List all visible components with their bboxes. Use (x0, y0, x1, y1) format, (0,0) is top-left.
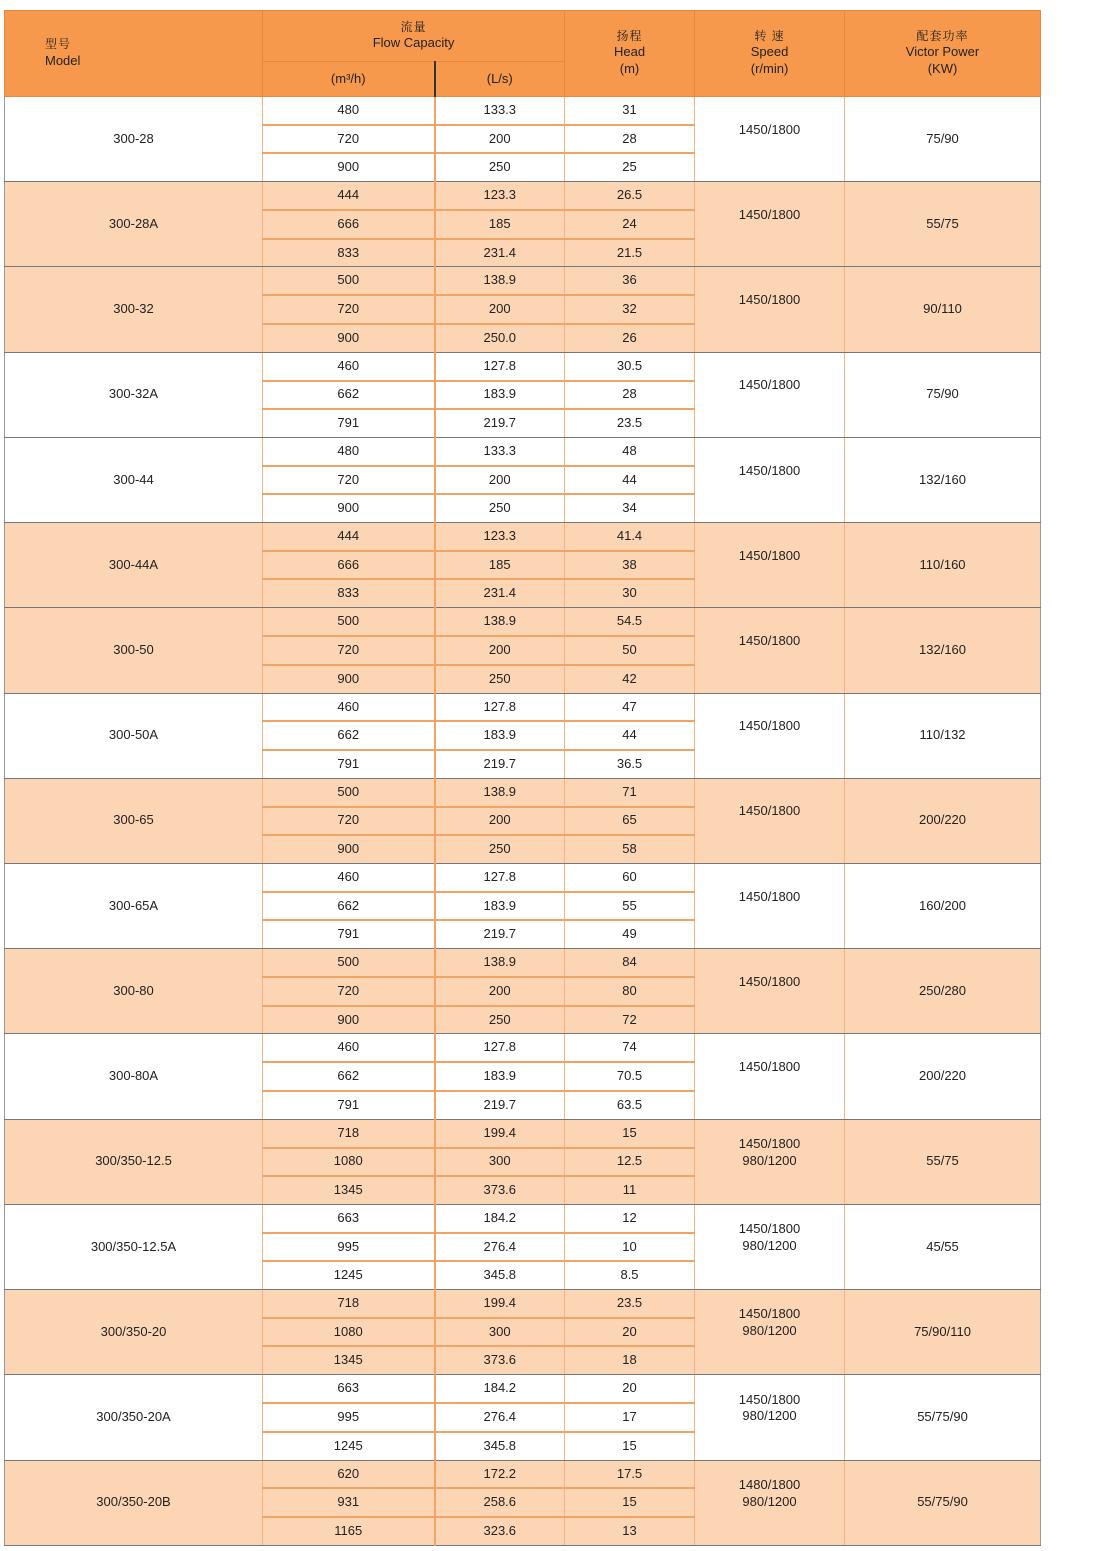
head-cell: 23.5 (565, 409, 695, 437)
flow-ls-cell: 200 (435, 636, 565, 664)
model-header (5, 11, 263, 97)
model-cell: 300-80 (5, 949, 263, 1034)
speed-value: 980/1200 (742, 1152, 797, 1168)
table-row (5, 778, 1041, 806)
flow-ls-cell: 123.3 (435, 523, 565, 551)
flow-ls-cell: 200 (435, 125, 565, 153)
flow-ls-cell: 219.7 (435, 409, 565, 437)
flow-m3h-cell: 1245 (263, 1261, 435, 1289)
flow-m3h-cell: 460 (263, 352, 435, 380)
power-cell: 250/280 (845, 949, 1041, 1034)
flow-ls-cell: 300 (435, 1318, 565, 1346)
table-row (5, 267, 1041, 295)
speed-value: 1450/1800 (738, 973, 801, 989)
speed-cell (695, 693, 845, 778)
flow-m3h-cell: 720 (263, 807, 435, 835)
model-cell: 300/350-20 (5, 1290, 263, 1375)
speed-value: 1450/1800 (738, 462, 801, 478)
power-cell: 45/55 (845, 1204, 1041, 1289)
flow-ls-cell: 250 (435, 835, 565, 863)
flow-m3h-cell: 662 (263, 721, 435, 749)
speed-cell (695, 1119, 845, 1204)
table-row (5, 608, 1041, 636)
flow-ls-cell: 138.9 (435, 267, 565, 295)
flow-m3h-cell: 900 (263, 153, 435, 181)
flow-m3h-cell: 791 (263, 409, 435, 437)
power-header-en: Victor Power (905, 44, 980, 60)
speed-cell (695, 97, 845, 182)
head-cell: 20 (565, 1375, 695, 1403)
speed-value: 1450/1800 (738, 206, 801, 222)
speed-cell (695, 778, 845, 863)
head-cell: 11 (565, 1176, 695, 1204)
power-cell: 110/132 (845, 693, 1041, 778)
power-cell: 55/75/90 (845, 1375, 1041, 1460)
flow-ls-cell: 127.8 (435, 693, 565, 721)
head-cell: 63.5 (565, 1091, 695, 1119)
flow-ls-cell: 184.2 (435, 1375, 565, 1403)
flow-ls-cell: 300 (435, 1148, 565, 1176)
head-cell: 30 (565, 579, 695, 607)
flow-ls-cell: 199.4 (435, 1290, 565, 1318)
head-cell: 32 (565, 295, 695, 323)
head-header-en: Head (613, 44, 646, 60)
power-cell: 132/160 (845, 437, 1041, 522)
table-header (5, 11, 1041, 97)
head-cell: 70.5 (565, 1062, 695, 1090)
head-cell: 65 (565, 807, 695, 835)
flow-unit-ls: (L/s) (435, 62, 565, 97)
table-row (5, 1119, 1041, 1147)
model-cell: 300-32A (5, 352, 263, 437)
flow-m3h-cell: 500 (263, 267, 435, 295)
head-cell: 84 (565, 949, 695, 977)
speed-value: 1450/1800 (738, 888, 801, 904)
head-cell: 30.5 (565, 352, 695, 380)
flow-m3h-cell: 995 (263, 1233, 435, 1261)
flow-m3h-cell: 1080 (263, 1148, 435, 1176)
flow-m3h-cell: 662 (263, 381, 435, 409)
flow-ls-cell: 323.6 (435, 1517, 565, 1545)
model-cell: 300-28A (5, 182, 263, 267)
head-cell: 49 (565, 920, 695, 948)
speed-cell (695, 437, 845, 522)
model-header-cn: 型号 (45, 37, 72, 52)
flow-m3h-cell: 833 (263, 239, 435, 267)
flow-m3h-cell: 720 (263, 125, 435, 153)
power-cell: 200/220 (845, 1034, 1041, 1119)
head-cell: 60 (565, 863, 695, 891)
head-cell: 54.5 (565, 608, 695, 636)
head-cell: 80 (565, 977, 695, 1005)
flow-ls-cell: 200 (435, 807, 565, 835)
flow-m3h-cell: 480 (263, 97, 435, 125)
flow-ls-cell: 219.7 (435, 1091, 565, 1119)
power-header-unit: (KW) (927, 61, 958, 77)
head-cell: 12 (565, 1204, 695, 1232)
flow-ls-cell: 200 (435, 295, 565, 323)
speed-value: 1450/1800 (738, 121, 801, 137)
flow-m3h-cell: 662 (263, 1062, 435, 1090)
flow-ls-cell: 184.2 (435, 1204, 565, 1232)
table-row (5, 182, 1041, 210)
head-cell: 47 (565, 693, 695, 721)
model-cell: 300-65A (5, 863, 263, 948)
power-cell: 132/160 (845, 608, 1041, 693)
speed-value: 1450/1800 (738, 632, 801, 648)
head-cell: 42 (565, 665, 695, 693)
power-header (845, 11, 1041, 97)
head-cell: 24 (565, 210, 695, 238)
flow-m3h-cell: 833 (263, 579, 435, 607)
speed-value: 1450/1800 (738, 803, 801, 819)
flow-ls-cell: 183.9 (435, 1062, 565, 1090)
table-row (5, 437, 1041, 465)
flow-m3h-cell: 666 (263, 551, 435, 579)
speed-value: 980/1200 (742, 1237, 797, 1253)
flow-m3h-cell: 1080 (263, 1318, 435, 1346)
flow-ls-cell: 250 (435, 153, 565, 181)
head-header (565, 11, 695, 97)
flow-ls-cell: 183.9 (435, 381, 565, 409)
power-cell: 75/90/110 (845, 1290, 1041, 1375)
speed-cell (695, 1034, 845, 1119)
flow-m3h-cell: 995 (263, 1403, 435, 1431)
head-cell: 17.5 (565, 1460, 695, 1488)
flow-m3h-cell: 460 (263, 1034, 435, 1062)
power-cell: 75/90 (845, 352, 1041, 437)
head-cell: 28 (565, 381, 695, 409)
head-cell: 44 (565, 721, 695, 749)
flow-m3h-cell: 791 (263, 1091, 435, 1119)
speed-cell (695, 1375, 845, 1460)
head-cell: 20 (565, 1318, 695, 1346)
flow-m3h-cell: 720 (263, 466, 435, 494)
speed-value: 980/1200 (742, 1408, 797, 1424)
flow-ls-cell: 250 (435, 665, 565, 693)
flow-m3h-cell: 720 (263, 977, 435, 1005)
speed-value: 980/1200 (742, 1323, 797, 1339)
flow-m3h-cell: 663 (263, 1375, 435, 1403)
flow-ls-cell: 133.3 (435, 437, 565, 465)
flow-m3h-cell: 460 (263, 863, 435, 891)
head-cell: 17 (565, 1403, 695, 1431)
model-cell: 300-28 (5, 97, 263, 182)
flow-ls-cell: 138.9 (435, 778, 565, 806)
flow-ls-cell: 276.4 (435, 1403, 565, 1431)
model-cell: 300-44 (5, 437, 263, 522)
model-cell: 300/350-12.5A (5, 1204, 263, 1289)
table-body (5, 97, 1041, 1546)
flow-ls-cell: 138.9 (435, 608, 565, 636)
head-cell: 34 (565, 494, 695, 522)
flow-m3h-cell: 1345 (263, 1176, 435, 1204)
head-header-unit: (m) (619, 61, 640, 77)
flow-m3h-cell: 900 (263, 835, 435, 863)
flow-m3h-cell: 718 (263, 1119, 435, 1147)
head-cell: 48 (565, 437, 695, 465)
head-cell: 50 (565, 636, 695, 664)
flow-header-cn: 流量 (400, 19, 427, 34)
head-cell: 8.5 (565, 1261, 695, 1289)
flow-m3h-cell: 900 (263, 1006, 435, 1034)
speed-value: 1450/1800 (738, 1059, 801, 1075)
head-cell: 13 (565, 1517, 695, 1545)
flow-ls-cell: 276.4 (435, 1233, 565, 1261)
power-cell: 110/160 (845, 523, 1041, 608)
flow-ls-cell: 250 (435, 494, 565, 522)
flow-m3h-cell: 620 (263, 1460, 435, 1488)
flow-ls-cell: 200 (435, 977, 565, 1005)
table-row (5, 1204, 1041, 1232)
flow-ls-cell: 345.8 (435, 1432, 565, 1460)
flow-m3h-cell: 900 (263, 665, 435, 693)
pump-spec-table (4, 10, 1041, 1546)
flow-ls-cell: 185 (435, 551, 565, 579)
power-header-cn: 配套功率 (916, 28, 969, 43)
speed-cell (695, 267, 845, 352)
head-cell: 28 (565, 125, 695, 153)
speed-header-cn: 转 速 (754, 28, 785, 43)
speed-value: 1450/1800 (738, 718, 801, 734)
flow-ls-cell: 373.6 (435, 1346, 565, 1374)
table-row (5, 1460, 1041, 1488)
speed-value: 1450/1800 (738, 547, 801, 563)
flow-ls-cell: 231.4 (435, 239, 565, 267)
flow-m3h-cell: 900 (263, 324, 435, 352)
model-cell: 300-32 (5, 267, 263, 352)
power-cell: 55/75 (845, 182, 1041, 267)
model-cell: 300-80A (5, 1034, 263, 1119)
flow-m3h-cell: 791 (263, 750, 435, 778)
speed-value: 1450/1800 (738, 1391, 801, 1407)
power-cell: 160/200 (845, 863, 1041, 948)
flow-m3h-cell: 1165 (263, 1517, 435, 1545)
flow-unit-m3h: (m³/h) (263, 62, 435, 97)
head-cell: 41.4 (565, 523, 695, 551)
head-cell: 26.5 (565, 182, 695, 210)
flow-m3h-cell: 662 (263, 892, 435, 920)
table-row (5, 949, 1041, 977)
flow-m3h-cell: 480 (263, 437, 435, 465)
flow-m3h-cell: 900 (263, 494, 435, 522)
power-cell: 90/110 (845, 267, 1041, 352)
head-cell: 36 (565, 267, 695, 295)
head-cell: 10 (565, 1233, 695, 1261)
flow-ls-cell: 219.7 (435, 920, 565, 948)
power-cell: 200/220 (845, 778, 1041, 863)
speed-value: 1450/1800 (738, 377, 801, 393)
table-row (5, 693, 1041, 721)
head-cell: 71 (565, 778, 695, 806)
flow-ls-cell: 258.6 (435, 1488, 565, 1516)
flow-ls-cell: 345.8 (435, 1261, 565, 1289)
model-cell: 300-50A (5, 693, 263, 778)
flow-ls-cell: 123.3 (435, 182, 565, 210)
flow-ls-cell: 250 (435, 1006, 565, 1034)
flow-m3h-cell: 720 (263, 295, 435, 323)
head-cell: 15 (565, 1432, 695, 1460)
head-cell: 72 (565, 1006, 695, 1034)
power-cell: 55/75 (845, 1119, 1041, 1204)
flow-ls-cell: 172.2 (435, 1460, 565, 1488)
table-row (5, 1290, 1041, 1318)
head-cell: 25 (565, 153, 695, 181)
model-cell: 300/350-20A (5, 1375, 263, 1460)
speed-header (695, 11, 845, 97)
flow-m3h-cell: 500 (263, 778, 435, 806)
flow-m3h-cell: 666 (263, 210, 435, 238)
flow-header (263, 11, 565, 62)
model-cell: 300-44A (5, 523, 263, 608)
flow-ls-cell: 127.8 (435, 1034, 565, 1062)
model-cell: 300-50 (5, 608, 263, 693)
speed-cell (695, 949, 845, 1034)
speed-value: 1450/1800 (738, 1306, 801, 1322)
flow-ls-cell: 219.7 (435, 750, 565, 778)
flow-ls-cell: 250.0 (435, 324, 565, 352)
head-cell: 36.5 (565, 750, 695, 778)
flow-ls-cell: 373.6 (435, 1176, 565, 1204)
flow-ls-cell: 199.4 (435, 1119, 565, 1147)
model-cell: 300/350-12.5 (5, 1119, 263, 1204)
head-cell: 15 (565, 1119, 695, 1147)
model-cell: 300-65 (5, 778, 263, 863)
table-row (5, 352, 1041, 380)
speed-header-en: Speed (750, 44, 789, 60)
flow-m3h-cell: 1245 (263, 1432, 435, 1460)
table-row (5, 863, 1041, 891)
speed-cell (695, 1290, 845, 1375)
flow-m3h-cell: 931 (263, 1488, 435, 1516)
speed-cell (695, 863, 845, 948)
table-row (5, 1034, 1041, 1062)
speed-value: 980/1200 (742, 1493, 797, 1509)
flow-m3h-cell: 500 (263, 949, 435, 977)
speed-cell (695, 1204, 845, 1289)
head-header-cn: 扬程 (616, 28, 643, 43)
speed-header-unit: (r/min) (750, 61, 789, 77)
table-row (5, 97, 1041, 125)
head-cell: 55 (565, 892, 695, 920)
flow-ls-cell: 133.3 (435, 97, 565, 125)
power-cell: 75/90 (845, 97, 1041, 182)
flow-ls-cell: 138.9 (435, 949, 565, 977)
flow-ls-cell: 231.4 (435, 579, 565, 607)
flow-m3h-cell: 460 (263, 693, 435, 721)
head-cell: 15 (565, 1488, 695, 1516)
speed-cell (695, 523, 845, 608)
table-row (5, 1375, 1041, 1403)
model-header-en: Model (45, 52, 81, 68)
speed-value: 1450/1800 (738, 1135, 801, 1151)
head-cell: 21.5 (565, 239, 695, 267)
flow-m3h-cell: 1345 (263, 1346, 435, 1374)
flow-m3h-cell: 720 (263, 636, 435, 664)
speed-cell (695, 352, 845, 437)
head-cell: 31 (565, 97, 695, 125)
flow-m3h-cell: 444 (263, 523, 435, 551)
flow-m3h-cell: 718 (263, 1290, 435, 1318)
head-cell: 38 (565, 551, 695, 579)
flow-ls-cell: 127.8 (435, 863, 565, 891)
head-cell: 44 (565, 466, 695, 494)
flow-m3h-cell: 663 (263, 1204, 435, 1232)
flow-header-en: Flow Capacity (372, 35, 455, 51)
head-cell: 12.5 (565, 1148, 695, 1176)
flow-ls-cell: 183.9 (435, 892, 565, 920)
flow-ls-cell: 185 (435, 210, 565, 238)
head-cell: 26 (565, 324, 695, 352)
speed-value: 1450/1800 (738, 292, 801, 308)
head-cell: 18 (565, 1346, 695, 1374)
flow-ls-cell: 200 (435, 466, 565, 494)
speed-cell (695, 182, 845, 267)
head-cell: 74 (565, 1034, 695, 1062)
flow-m3h-cell: 444 (263, 182, 435, 210)
speed-value: 1450/1800 (738, 1221, 801, 1237)
speed-cell (695, 608, 845, 693)
flow-m3h-cell: 791 (263, 920, 435, 948)
flow-ls-cell: 127.8 (435, 352, 565, 380)
speed-value: 1480/1800 (738, 1476, 801, 1492)
flow-m3h-cell: 500 (263, 608, 435, 636)
power-cell: 55/75/90 (845, 1460, 1041, 1545)
head-cell: 23.5 (565, 1290, 695, 1318)
flow-ls-cell: 183.9 (435, 721, 565, 749)
speed-cell (695, 1460, 845, 1545)
model-cell: 300/350-20B (5, 1460, 263, 1545)
table-row (5, 523, 1041, 551)
head-cell: 58 (565, 835, 695, 863)
